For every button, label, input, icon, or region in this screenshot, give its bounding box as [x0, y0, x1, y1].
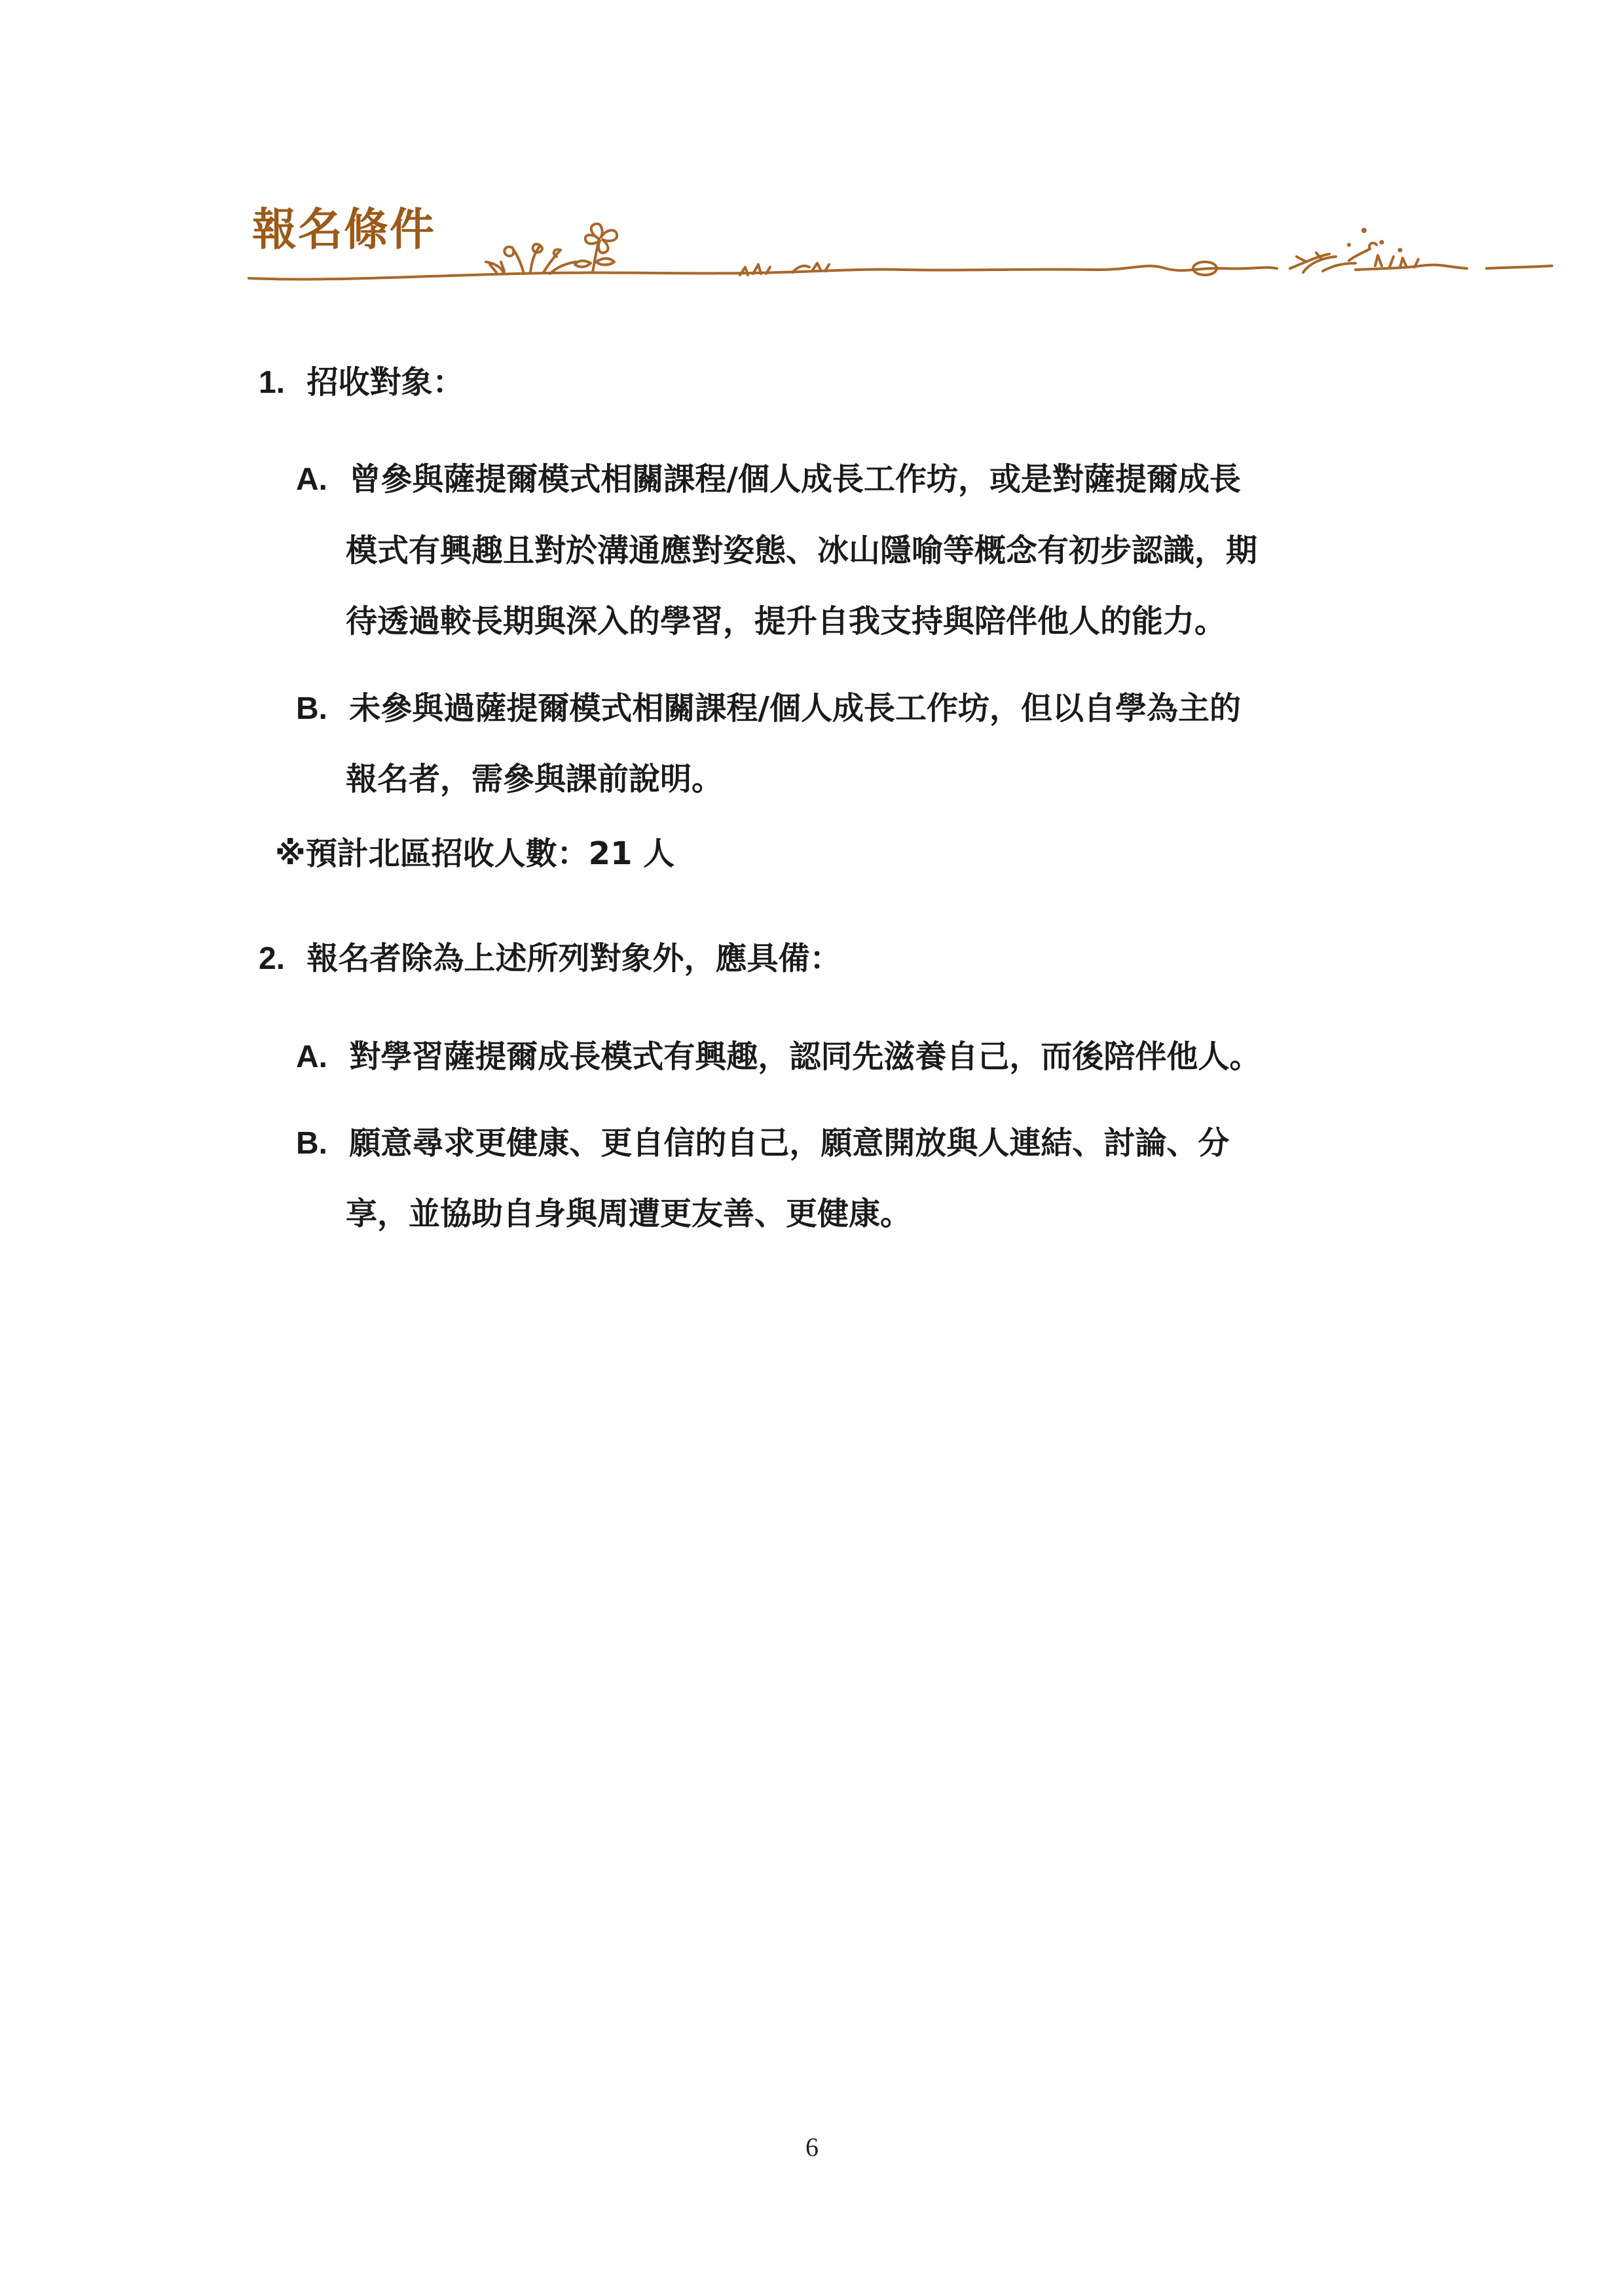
item1-a-line2: 模式有興趣且對於溝通應對姿態、冰山隱喻等概念有初步認識，期	[346, 532, 1258, 569]
item1-b-marker: B.	[296, 691, 327, 726]
item1-heading	[259, 364, 464, 401]
item1-number: 1.	[259, 365, 286, 400]
section-title: 報名條件	[252, 204, 436, 256]
grass-flowers-decoration-icon	[242, 216, 1559, 288]
item1-a-line1	[296, 461, 1241, 498]
item1-label: 招收對象：	[306, 364, 464, 401]
item2-a-line1	[296, 1038, 1261, 1075]
item2-heading	[259, 940, 841, 977]
item1-a-text1: 曾參與薩提爾模式相關課程/個人成長工作坊，或是對薩提爾成長	[349, 461, 1241, 498]
item2-b-line1	[296, 1127, 1229, 1159]
item2-number: 2.	[259, 941, 286, 976]
item1-a-marker: A.	[296, 462, 327, 497]
item2-a-marker: A.	[296, 1040, 327, 1074]
item2-label: 報名者除為上述所列對象外，應具備：	[306, 940, 841, 977]
page-number: 6	[805, 2132, 819, 2162]
item1-b-line1	[296, 690, 1241, 727]
item2-a-text1: 對學習薩提爾成長模式有興趣，認同先滋養自己，而後陪伴他人。	[349, 1038, 1261, 1075]
item1-a-line3: 待透過較長期與深入的學習，提升自我支持與陪伴他人的能力。	[346, 603, 1227, 640]
item1-note: ※預計北區招收人數：21 人	[275, 835, 675, 872]
item1-b-line2: 報名者，需參與課前說明。	[346, 761, 724, 797]
item2-b-marker: B.	[296, 1126, 327, 1161]
item2-b-line2: 享，並協助自身與周遭更友善、更健康。	[346, 1195, 912, 1232]
item1-b-text1: 未參與過薩提爾模式相關課程/個人成長工作坊，但以自學為主的	[349, 690, 1241, 727]
item2-b-text1: 願意尋求更健康、更自信的自己，願意開放與人連結、討論、分	[349, 1125, 1230, 1161]
